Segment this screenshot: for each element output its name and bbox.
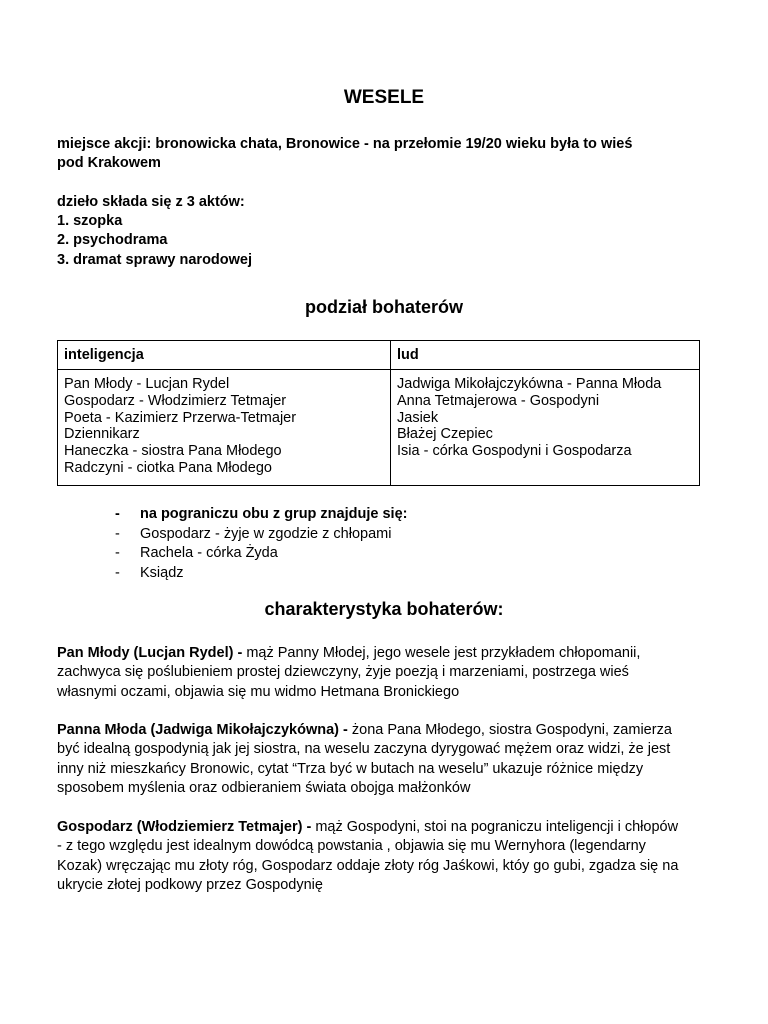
list-item: Pan Młody - Lucjan Rydel	[64, 376, 230, 392]
setting-line-1: miejsce akcji: bronowicka chata, Bronowice - na przełomie 19/20 wieku była to wieś	[57, 136, 633, 152]
dash-bullet: -	[115, 545, 120, 561]
list-item	[115, 544, 407, 564]
character-text: własnymi oczami, objawia się mu widmo Hetmana Bronickiego	[57, 683, 460, 700]
dash-bullet: -	[115, 564, 120, 581]
column-header-lud: lud	[391, 341, 700, 370]
character-text: być idealną gospodynią jak jej siostra, na weselu zaczyna dyrygować mężem oraz widzi, że jest	[57, 741, 671, 758]
list-item: Poeta - Kazimierz Przerwa-Tetmajer	[64, 409, 297, 426]
list-item: Anna Tetmajerowa - Gospodyni	[397, 392, 600, 409]
character-text: mąż Gospodyni, stoi na pograniczu inteligencji i chłopów	[311, 819, 679, 835]
act-item: 1. szopka	[57, 213, 123, 229]
characteristics-heading: charakterystyka bohaterów:	[264, 599, 504, 619]
character-paragraph-panna-mloda	[57, 721, 727, 798]
character-text: - z tego względu jest idealnym dowódcą powstania , objawia się mu Wernyhora (legendarny	[57, 838, 646, 855]
table-row	[58, 370, 700, 486]
lud-cell	[391, 370, 700, 486]
list-item: Gospodarz - Włodzimierz Tetmajer	[64, 392, 287, 409]
borderline-lead	[115, 505, 407, 525]
act-item: 2. psychodrama	[57, 232, 168, 248]
list-item: Dziennikarz	[64, 426, 140, 443]
list-item: Radczyni - ciotka Pana Młodego	[64, 459, 272, 476]
column-header-inteligencja: inteligencja	[58, 341, 391, 370]
character-paragraph-gospodarz	[57, 818, 727, 895]
list-item: Isia - córka Gospodyni i Gospodarza	[397, 443, 632, 460]
character-name: Panna Młoda (Jadwiga Mikołajczykówna) -	[57, 722, 348, 738]
character-name: Pan Młody (Lucjan Rydel) -	[57, 645, 243, 661]
character-text: ukrycie złotej podkowy przez Gospodynię	[57, 876, 323, 893]
character-groups-table	[57, 340, 700, 486]
list-item	[115, 525, 407, 545]
division-heading: podział bohaterów	[304, 297, 463, 317]
character-text: zachwyca się poślubieniem prostej dziewczyny, żyje poezją i marzeniami, postrzega wieś	[57, 664, 629, 681]
list-item	[115, 564, 407, 584]
borderline-list	[115, 505, 407, 583]
list-item: Błażej Czepiec	[397, 426, 493, 443]
list-item: Haneczka - siostra Pana Młodego	[64, 443, 282, 460]
list-item: Jadwiga Mikołajczykówna - Panna Młoda	[397, 376, 662, 392]
inteligencja-cell	[58, 370, 391, 486]
acts-intro: dzieło składa się z 3 aktów:	[57, 194, 245, 210]
character-text: żona Pana Młodego, siostra Gospodyni, zamierza	[347, 722, 672, 738]
dash-bullet: -	[115, 506, 120, 522]
character-text: inny niż mieszkańcy Bronowic, cytat “Trza być w butach na weselu” ukazuje różnice między	[57, 760, 644, 777]
act-item: 3. dramat sprawy narodowej	[57, 252, 253, 268]
dash-bullet: -	[115, 525, 120, 542]
list-item: Jasiek	[397, 409, 439, 426]
document-title: WESELE	[343, 87, 425, 108]
borderline-lead-text: na pograniczu obu z grup znajduje się:	[140, 506, 408, 522]
character-text: Kozak) wręczając mu złoty róg, Gospodarz oddaje złoty róg Jaśkowi, któy go gubi, zgadza się na	[57, 857, 679, 874]
borderline-item-text: Rachela - córka Żyda	[140, 545, 278, 561]
character-name: Gospodarz (Włodziemierz Tetmajer) -	[57, 819, 312, 835]
character-text: mąż Panny Młodej, jego wesele jest przykładem chłopomanii,	[242, 645, 641, 661]
character-paragraph-pan-mlody	[57, 644, 727, 702]
borderline-item-text: Ksiądz	[140, 564, 184, 581]
character-text: sposobem myślenia oraz odbieraniem świata obojga małżonków	[57, 779, 471, 796]
setting-line-2: pod Krakowem	[57, 155, 161, 171]
borderline-item-text: Gospodarz - żyje w zgodzie z chłopami	[140, 525, 392, 542]
